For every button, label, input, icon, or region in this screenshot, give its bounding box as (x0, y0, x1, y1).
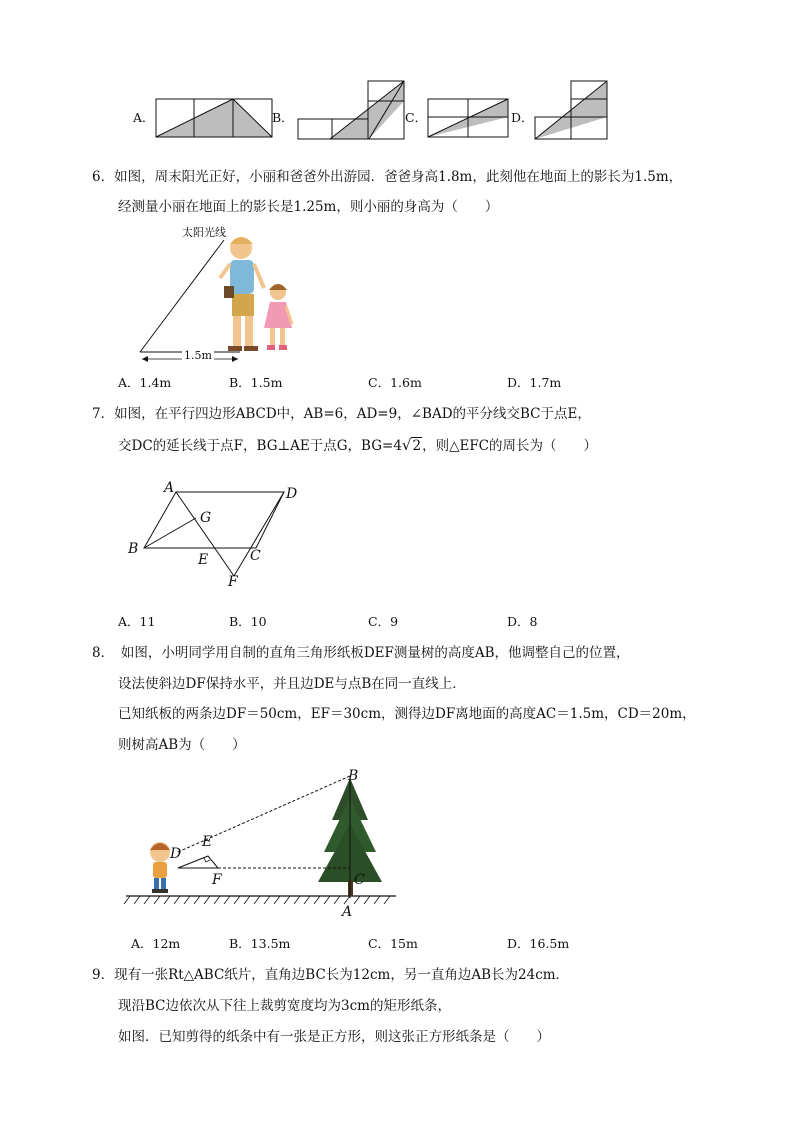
q8-option-a: A．12m (131, 936, 181, 951)
q8-stem-line3: 已知纸板的两条边DF＝50cm，EF＝30cm，测得边DF离地面的高度AC＝1.5m，CD＝20m， (118, 706, 696, 722)
q7-sqrt-radicand: 2 (412, 438, 422, 454)
q7-point-c: C (250, 548, 261, 564)
q7-point-a: A (164, 480, 175, 496)
father-illustration (220, 237, 264, 351)
q5-figure-d (533, 79, 611, 141)
q8-option-d: D．16.5m (507, 936, 570, 951)
q7-figure (120, 476, 310, 596)
girl-illustration (264, 284, 292, 350)
q7-option-c: C．9 (368, 614, 399, 629)
q8-stem-line1: 8． 如图，小明同学用自制的直角三角形纸板DEF测量树的高度AB，他调整自己的位置， (92, 645, 630, 661)
q7-parallelogram-diagram (120, 476, 310, 596)
q6-figure (120, 220, 310, 370)
q7-stem-line2 (118, 438, 597, 454)
q7-point-b: B (128, 541, 139, 557)
q5-option-d-label: D． (511, 110, 534, 125)
q8-point-b: B (348, 768, 359, 784)
shadow-length-label: 1.5m (184, 349, 212, 362)
q6-stem-line1: 6．如图，周末阳光正好，小丽和爸爸外出游园．爸爸身高1.8m，此刻他在地面上的影长为1.5m， (92, 169, 683, 185)
q8-point-a: A (342, 904, 353, 920)
q7-option-b: B．10 (229, 614, 267, 629)
q5-figure-a (154, 97, 274, 139)
q9-stem-line1: 9．现有一张Rt△ABC纸片，直角边BC长为12cm，另一直角边AB长为24cm． (92, 967, 570, 983)
q5-option-c-label: C． (405, 110, 428, 125)
sun-rays-label: 太阳光线 (182, 226, 226, 239)
q9-stem-line2: 现沿BC边依次从下往上裁剪宽度均为3cm的矩形纸条， (118, 998, 451, 1014)
q8-option-b: B．13.5m (229, 936, 291, 951)
boy-illustration (150, 842, 170, 893)
q8-tree-diagram (120, 764, 410, 924)
q7-option-a: A．11 (118, 614, 156, 629)
q6-option-d: D．1.7m (507, 375, 562, 390)
q6-option-c: C．1.6m (368, 375, 422, 390)
q5-figure-b (296, 79, 408, 141)
sqrt-symbol: √ (401, 436, 412, 454)
q8-point-c: C (354, 872, 365, 888)
q5-figure-c (426, 97, 510, 139)
q9-stem-line3: 如图．已知剪得的纸条中有一张是正方形，则这张正方形纸条是（ ） (118, 1029, 550, 1045)
q7-stem-line2-prefix: 交DC的延长线于点F，BG⊥AE于点G，BG=4 (118, 438, 402, 454)
q5-option-a-label: A． (133, 110, 155, 125)
q6-option-a: A．1.4m (118, 375, 172, 390)
q8-figure (120, 764, 410, 924)
q7-point-f: F (228, 574, 238, 590)
q8-point-e: E (202, 834, 213, 850)
q6-shadow-diagram (120, 220, 310, 370)
q8-stem-line4: 则树高AB为（ ） (118, 737, 246, 753)
q8-point-f: F (212, 872, 222, 888)
q7-point-d: D (286, 486, 298, 502)
q8-option-c: C．15m (368, 936, 418, 951)
q5-figures (0, 0, 794, 150)
q5-option-b-label: B． (272, 110, 294, 125)
q7-point-g: G (200, 510, 212, 526)
q7-stem-line2-suffix: ，则△EFC的周长为（ ） (422, 438, 598, 454)
q8-stem-line2: 设法使斜边DF保持水平，并且边DE与点B在同一直线上． (118, 676, 466, 692)
q7-stem-line1: 7．如图，在平行四边形ABCD中，AB=6，AD=9，∠BAD的平分线交BC于点E， (92, 406, 591, 422)
q6-option-b: B．1.5m (229, 375, 283, 390)
q7-point-e: E (198, 552, 209, 568)
q7-option-d: D．8 (507, 614, 538, 629)
q6-stem-line2: 经测量小丽在地面上的影长是1.25m，则小丽的身高为（ ） (118, 199, 499, 215)
q8-point-d: D (170, 846, 182, 862)
